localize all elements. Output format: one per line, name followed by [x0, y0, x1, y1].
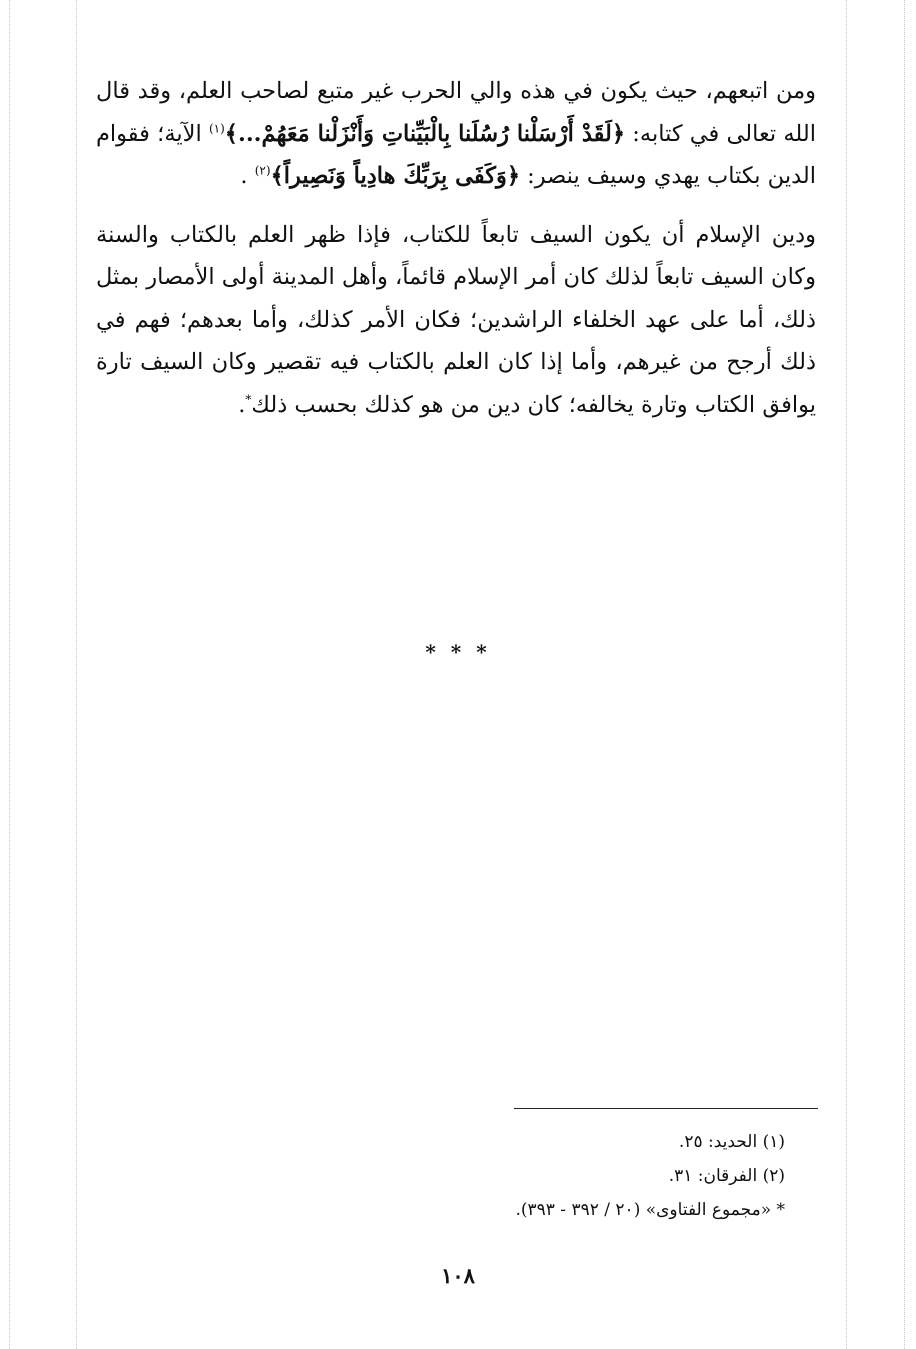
right-margin-dots: [846, 0, 847, 1349]
footnotes: [400, 1125, 785, 1227]
paragraph-1-text-c: .: [240, 163, 255, 189]
paragraph-1: [96, 70, 816, 198]
footnote-1: (١) الحديد: ٢٥.: [678, 1132, 785, 1152]
paragraph-1-text-a: ومن اتبعهم، حيث يكون في هذه والي الحرب غير متبع لصاحب العلم، وقد قال الله تعالى في كتابه:: [96, 78, 816, 147]
footnote-source: * «مجموع الفتاوى» (٢٠ / ٣٩٢ - ٣٩٣).: [515, 1200, 785, 1220]
quran-verse-2: ﴿وَكَفَى بِرَبِّكَ هادِياً وَنَصِيراً﴾: [270, 163, 520, 189]
footnote-rule: [514, 1108, 818, 1109]
page-number: ١٠٨: [441, 1263, 475, 1288]
paragraph-1-text-b: الآية؛ فقوام الدين بكتاب يهدي وسيف ينصر:: [96, 120, 816, 189]
left-margin-dots: [76, 0, 77, 1349]
right-margin-dots: [904, 0, 905, 1349]
page-body: [96, 70, 816, 426]
source-mark: *: [245, 392, 252, 406]
left-margin-dots: [9, 0, 10, 1349]
footnote-2: (٢) الفرقان: ٣١.: [668, 1166, 785, 1186]
paragraph-2: [96, 214, 816, 427]
paragraph-2-end: .: [238, 391, 246, 418]
quran-verse-1: ﴿لَقَدْ أَرْسَلْنا رُسُلَنا بِالْبَيِّناتِ وَأَنْزَلْنا مَعَهُمْ...﴾: [224, 120, 626, 147]
paragraph-2-text: ودين الإسلام أن يكون السيف تابعاً للكتاب، فإذا ظهر العلم بالكتاب والسنة وكان السيف تابعاً لذلك كان أمر الإسلام قائماً، وأهل المدينة أولى الأمصار بمثل ذلك، أما على عهد الخلفاء الراشدين؛ فكان الأمر كذلك، وأما بعدهم؛ فهم في ذلك أرجح من غيرهم، وأما إذا كان العلم بالكتاب فيه تقصير وكان السيف تارة يوافق الكتاب وتارة يخالفه؛ كان دين من هو كذلك بحسب ذلك: [96, 221, 816, 418]
section-separator: * * *: [425, 640, 491, 664]
footnote-ref-2: (٢): [254, 163, 271, 178]
footnote-ref-1: (١): [208, 121, 225, 135]
